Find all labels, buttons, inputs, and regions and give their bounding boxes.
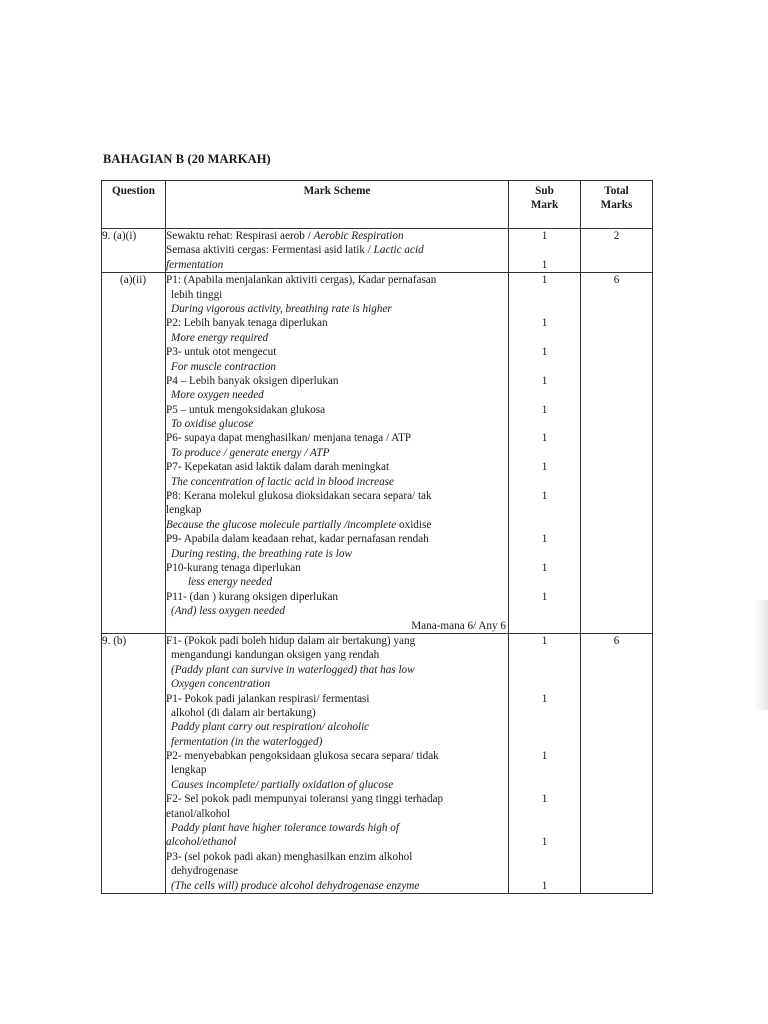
sub-mark-value: 1 (541, 403, 548, 416)
sub-mark-value (509, 720, 580, 734)
sub-mark-value (509, 807, 580, 821)
sub-mark-value: 1 (541, 793, 548, 806)
scheme-line: mengandungi kandungan oksigen yang rendah (171, 649, 380, 662)
sub-mark-value (509, 302, 580, 316)
sub-mark-value: 1 (541, 750, 548, 763)
scheme-line: The concentration of lactic acid in blood increase (171, 475, 394, 488)
scheme-line: P5 – untuk mengoksidakan glukosa (166, 403, 326, 416)
sub-mark-value (509, 763, 580, 777)
sub-mark-value: 1 (541, 490, 548, 503)
sub-mark-value (509, 547, 580, 561)
sub-mark-value (509, 243, 580, 257)
scheme-line: P6- supaya dapat menghasilkan/ menjana tenaga / ATP (166, 432, 412, 445)
sub-mark-value (509, 864, 580, 878)
scheme-line: (And) less oxygen needed (171, 605, 285, 618)
sub-mark-value (509, 288, 580, 302)
scheme-line: (The cells will) produce alcohol dehydrogenase enzyme (171, 879, 420, 892)
sub-mark-value (509, 821, 580, 835)
total-marks-cell (581, 229, 653, 273)
scheme-line: Semasa aktiviti cergas: Fermentasi asid latik / Lactic acid (166, 244, 424, 257)
sub-mark-value: 1 (541, 374, 548, 387)
scheme-line: fermentation (166, 258, 224, 271)
header-row (102, 181, 653, 229)
total-marks-value: 6 (613, 274, 620, 287)
sub-mark-value: 1 (541, 230, 548, 242)
scheme-line: To oxidise glucose (171, 418, 254, 431)
sub-mark-cell (509, 633, 581, 893)
scheme-row (102, 273, 653, 634)
total-marks-value: 2 (613, 230, 620, 242)
sub-mark-value: 1 (541, 836, 548, 849)
sub-mark-value: 1 (541, 879, 548, 892)
scheme-line: less energy needed (188, 576, 273, 589)
sub-mark-value: 1 (541, 561, 548, 574)
sub-mark-value: 1 (541, 692, 548, 705)
sub-mark-cell (509, 229, 581, 273)
scheme-line: During resting, the breathing rate is low (171, 547, 352, 560)
scheme-line: P7- Kepekatan asid laktik dalam darah meningkat (166, 461, 390, 474)
mark-scheme-header: Mark Scheme (166, 181, 509, 229)
scheme-line: For muscle contraction (171, 360, 277, 373)
sub-mark-value (509, 575, 580, 589)
scheme-line: Because the glucose molecule partially /incomplete oxidise (166, 518, 432, 531)
mark-scheme-table (101, 180, 653, 894)
scheme-line: Paddy plant have higher tolerance towards high of (171, 822, 399, 835)
mark-scheme-cell (166, 273, 509, 634)
scheme-line: P10-kurang tenaga diperlukan (166, 561, 301, 574)
mark-scheme-cell (166, 229, 509, 273)
scheme-line: dehydrogenase (171, 865, 239, 878)
scheme-line: Causes incomplete/ partially oxidation of glucose (171, 778, 394, 791)
sub-mark-value: 1 (541, 346, 548, 359)
scheme-line: lengkap (171, 764, 207, 777)
scheme-line: alkohol (di dalam air bertakung) (171, 706, 316, 719)
scheme-line: P2: Lebih banyak tenaga diperlukan (166, 317, 328, 330)
sub-mark-value (509, 663, 580, 677)
scheme-line: P1- Pokok padi jalankan respirasi/ fermentasi (166, 692, 370, 705)
sub-mark-value: 1 (541, 432, 548, 445)
question-cell: 9. (b) (102, 633, 166, 893)
sub-mark-value (509, 503, 580, 517)
scheme-row (102, 633, 653, 893)
question-cell: (a)(ii) (102, 273, 166, 634)
sub-mark-value (509, 677, 580, 691)
question-header: Question (102, 181, 166, 229)
scheme-line: P11- (dan ) kurang oksigen diperlukan (166, 590, 339, 603)
sub-mark-value (509, 619, 580, 633)
scheme-line: alcohol/ethanol (166, 836, 237, 849)
mark-scheme-cell (166, 633, 509, 893)
scheme-line: fermentation (in the waterlogged) (171, 735, 323, 748)
sub-mark-value: 1 (541, 461, 548, 474)
page-edge-shadow (754, 600, 768, 710)
scheme-line: More oxygen needed (171, 389, 264, 402)
scheme-line: To produce / generate energy / ATP (171, 446, 330, 459)
sub-mark-value: 1 (541, 590, 548, 603)
scheme-line: Mana-mana 6/ Any 6 (411, 619, 506, 632)
scheme-line: P1: (Apabila menjalankan aktiviti cergas), Kadar pernafasan (166, 274, 437, 287)
sub-mark-value (509, 417, 580, 431)
sub-mark-value (509, 706, 580, 720)
sub-mark-value (509, 850, 580, 864)
sub-mark-value: 1 (541, 533, 548, 546)
sub-mark-value (509, 735, 580, 749)
sub-mark-value (509, 604, 580, 618)
scheme-line: Paddy plant carry out respiration/ alcoholic (171, 721, 370, 734)
scheme-line: Sewaktu rehat: Respirasi aerob / Aerobic Respiration (166, 230, 404, 242)
sub-mark-value (509, 331, 580, 345)
sub-mark-value: 1 (541, 274, 548, 287)
scheme-line: P2- menyebabkan pengoksidaan glukosa secara separa/ tidak (166, 750, 439, 763)
scheme-line: P3- (sel pokok padi akan) menghasilkan enzim alkohol (166, 850, 413, 863)
scheme-row (102, 229, 653, 273)
scheme-line: F2- Sel pokok padi mempunyai toleransi yang tinggi terhadap (166, 793, 444, 806)
scheme-line: etanol/alkohol (166, 807, 231, 820)
total-marks-value: 6 (613, 634, 620, 647)
sub-mark-value (509, 446, 580, 460)
total-marks-cell (581, 273, 653, 634)
sub-mark-value (509, 778, 580, 792)
sub-mark-value (509, 360, 580, 374)
scheme-line: P9- Apabila dalam keadaan rehat, kadar pernafasan rendah (166, 533, 429, 546)
scheme-line: P8: Kerana molekul glukosa dioksidakan secara separa/ tak (166, 490, 432, 503)
sub-mark-value: 1 (541, 317, 548, 330)
section-heading: BAHAGIAN B (20 MARKAH) (103, 152, 271, 166)
scheme-line: Oxygen concentration (171, 678, 271, 691)
sub-mark-cell (509, 273, 581, 634)
sub-mark-value (509, 475, 580, 489)
total-marks-cell (581, 633, 653, 893)
scheme-line: lengkap (166, 504, 202, 517)
sub-mark-value (509, 518, 580, 532)
question-cell: 9. (a)(i) (102, 229, 166, 273)
total-marks-header: Total Marks (581, 181, 653, 229)
sub-mark-value (509, 648, 580, 662)
scheme-line: More energy required (171, 331, 269, 344)
sub-mark-header: Sub Mark (509, 181, 581, 229)
scheme-line: P4 – Lebih banyak oksigen diperlukan (166, 374, 339, 387)
scheme-line: During vigorous activity, breathing rate is higher (171, 302, 392, 315)
sub-mark-value (509, 388, 580, 402)
scheme-line: F1- (Pokok padi boleh hidup dalam air bertakung) yang (166, 634, 416, 647)
sub-mark-value: 1 (541, 258, 548, 271)
scheme-line: (Paddy plant can survive in waterlogged) that has low (171, 663, 415, 676)
scheme-line: lebih tinggi (171, 288, 223, 301)
sub-mark-value: 1 (541, 634, 548, 647)
scheme-line: P3- untuk otot mengecut (166, 346, 277, 359)
